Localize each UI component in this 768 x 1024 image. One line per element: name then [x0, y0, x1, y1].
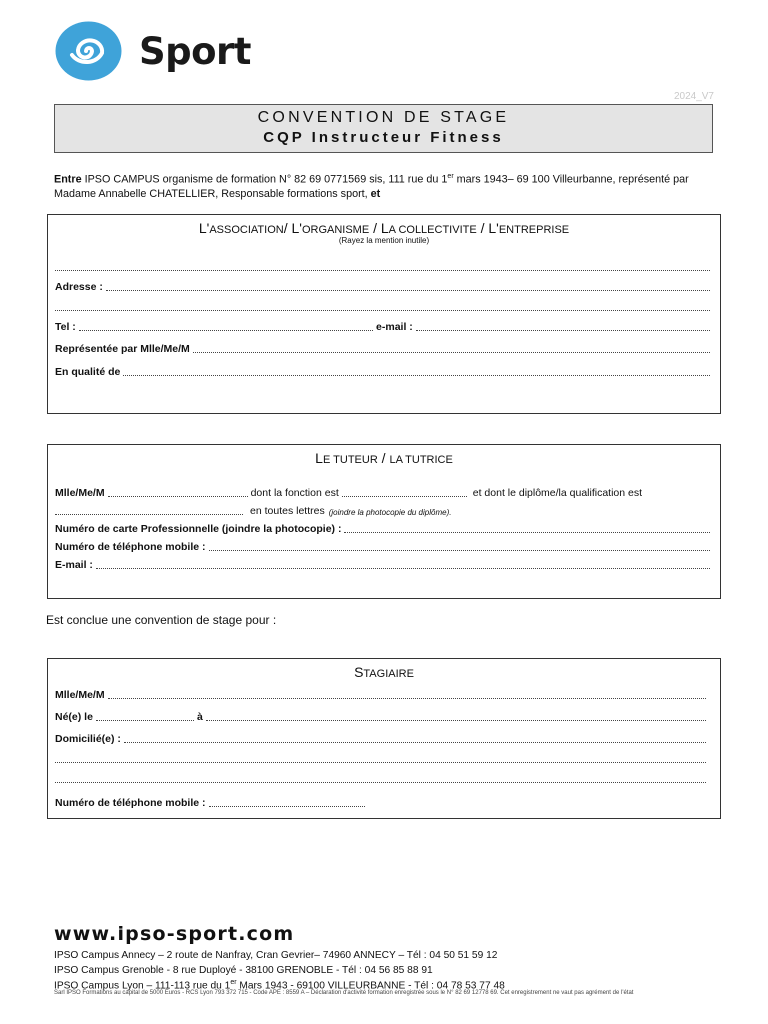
- ipso-swirl-logo-icon: [55, 21, 122, 81]
- intro-text-b: mars 1943– 69 100 Villeurbanne, représenté par Madame Annabelle CHATELLIER, Responsable formations sport,: [54, 173, 689, 200]
- tutor-diploma-row: [55, 503, 713, 517]
- address-label: Adresse :: [55, 281, 103, 293]
- address-lyon: IPSO Campus Lyon – 111-113 rue du 1er Mars 1943 - 69100 VILLEURBANNE - Tél : 04 78 53 77 48: [54, 979, 505, 992]
- title-box: [54, 104, 713, 153]
- representative-field[interactable]: [55, 341, 713, 355]
- document-subtitle: CQP Instructeur Fitness: [263, 129, 504, 146]
- tel-label: Tel :: [55, 321, 76, 333]
- tutor-diploma-field[interactable]: [55, 513, 243, 515]
- organisation-name-field[interactable]: [55, 259, 713, 273]
- representative-label: Représentée par Mlle/Me/M: [55, 343, 190, 355]
- intro-sup: er: [447, 173, 454, 180]
- trainee-born-label: Né(e) le: [55, 711, 93, 723]
- trainee-birth-row: [55, 709, 709, 723]
- tutor-name-field[interactable]: [108, 495, 248, 497]
- tutor-phone-field[interactable]: [55, 539, 713, 553]
- tutor-name-row: [55, 485, 713, 499]
- intro-tail: et: [370, 187, 381, 200]
- legal-notice: Sarl IPSO Formations au capital de 5000 Euros - RCS Lyon 793 372 715 - Code APE : 8559 A – Déclaration d'activité formation enregistrée sous le N° 82 69 12778 69. Cet enregistrement ne vaut pas agrément de l'état: [54, 990, 634, 996]
- organisation-note: (Rayez la mention inutile): [338, 236, 430, 245]
- tutor-letters-label: en toutes lettres: [250, 505, 325, 517]
- tutor-section: [47, 444, 721, 599]
- tutor-letters-note: (joindre la photocopie du diplôme).: [328, 508, 452, 517]
- organisation-contact-row: [55, 319, 713, 333]
- trainee-domicile-line2[interactable]: [55, 751, 709, 765]
- trainee-birthplace-field[interactable]: [206, 719, 706, 721]
- tutor-phone-label: Numéro de téléphone mobile :: [55, 541, 206, 553]
- address-grenoble: IPSO Campus Grenoble - 8 rue Duployé - 38100 GRENOBLE - Tél : 04 56 85 88 91: [54, 965, 433, 976]
- trainee-phone-field[interactable]: [55, 795, 709, 809]
- organisation-section-title: L'ASSOCIATION/ L'ORGANISME / LA COLLECTIVITE / L'ENTREPRISE: [198, 220, 570, 236]
- trainee-domicile-line3[interactable]: [55, 771, 709, 785]
- trainee-name-field[interactable]: [55, 687, 709, 701]
- trainee-birthdate-field[interactable]: [96, 719, 194, 721]
- quality-label: En qualité de: [55, 366, 121, 378]
- tel-field[interactable]: [79, 329, 373, 331]
- intro-text-a: IPSO CAMPUS organisme de formation N° 82 69 0771569 sis, 111 rue du 1: [81, 173, 448, 186]
- tutor-function-field[interactable]: [342, 495, 467, 497]
- address-annecy: IPSO Campus Annecy – 2 route de Nanfray, Cran Gevrier– 74960 ANNECY – Tél : 04 50 51 59 12: [54, 950, 498, 961]
- trainee-name-label: Mlle/Me/M: [55, 689, 105, 701]
- organisation-address-line2[interactable]: [55, 299, 713, 313]
- trainee-phone-label: Numéro de téléphone mobile :: [55, 797, 206, 809]
- brand-name: Sport: [139, 30, 251, 73]
- trainee-section-title: STAGIAIRE: [354, 664, 414, 680]
- version-label: 2024_V7: [673, 91, 714, 102]
- tutor-name-label: Mlle/Me/M: [55, 487, 105, 499]
- tutor-email-label: E-mail :: [55, 559, 93, 571]
- quality-field[interactable]: [55, 364, 713, 378]
- email-label: e-mail :: [376, 321, 413, 333]
- website-link[interactable]: www.ipso-sport.com: [54, 923, 295, 945]
- document-title: CONVENTION DE STAGE: [257, 109, 510, 126]
- tutor-card-label: Numéro de carte Professionnelle (joindre la photocopie) :: [55, 523, 342, 535]
- tutor-card-field[interactable]: [55, 521, 713, 535]
- trainee-domicile-label: Domicilié(e) :: [55, 733, 121, 745]
- tutor-section-title: LE TUTEUR / LA TUTRICE: [315, 450, 453, 466]
- trainee-domicile-field[interactable]: [55, 731, 709, 745]
- trainee-section: [47, 658, 721, 819]
- intro-lead: Entre: [54, 173, 82, 186]
- trainee-at-label: à: [196, 711, 203, 723]
- intro-paragraph: [54, 170, 714, 201]
- email-field[interactable]: [416, 329, 710, 331]
- tutor-function-label: dont la fonction est: [250, 487, 339, 499]
- organisation-address-field[interactable]: [55, 279, 713, 293]
- tutor-email-field[interactable]: [55, 557, 713, 571]
- conclusion-text: Est conclue une convention de stage pour :: [46, 613, 277, 627]
- organisation-section: [47, 214, 721, 414]
- tutor-diploma-label: et dont le diplôme/la qualification est: [472, 487, 643, 499]
